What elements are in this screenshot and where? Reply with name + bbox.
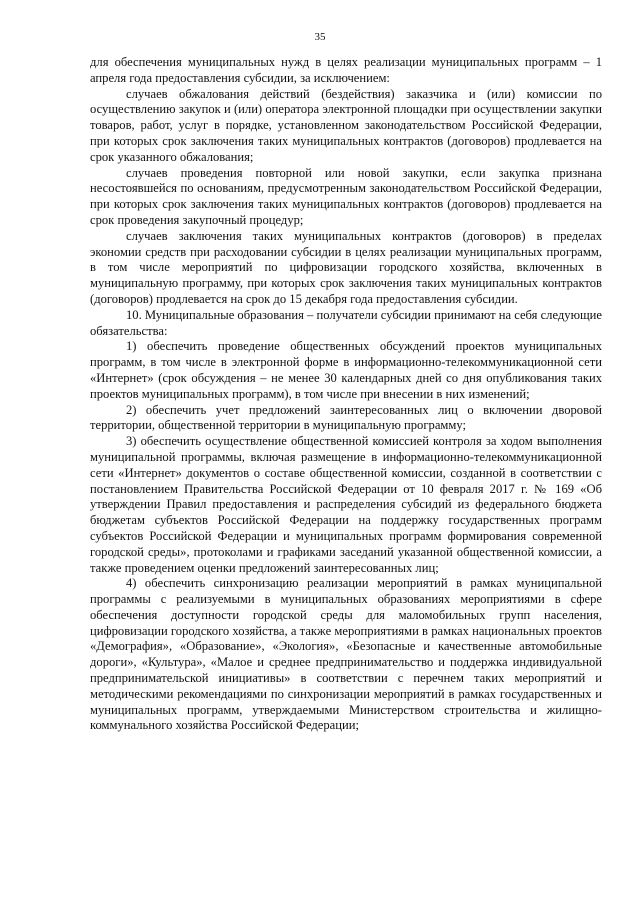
paragraph: 4) обеспечить синхронизацию реализации мероприятий в рамках муниципальной программы с реализуемыми в муниципальных образованиях мероприятиями в сфере обеспечения доступности городской среды для маломобильных групп населения, цифровизации городского хозяйства, а также мероприятиями в рамках национальных проектов «Демография», «Образование», «Экология», «Безопасные и качественные автомобильные дороги», «Культура», «Малое и среднее предпринимательство и поддержка индивидуальной предпринимательской инициативы» в соответствии с перечнем таких мероприятий и методическими рекомендациями по синхронизации мероприятий в рамках государственных и муниципальных программ, утверждаемыми Министерством строительства и жилищно-коммунального хозяйства Российской Федерации; [90, 576, 602, 733]
paragraph: 2) обеспечить учет предложений заинтересованных лиц о включении дворовой территории, общественной территории в муниципальную программу; [90, 402, 602, 433]
paragraph: случаев проведения повторной или новой закупки, если закупка признана несостоявшейся по основаниям, предусмотренным законодательством Российской Федерации, при которых срок заключения таких муниципальных контрактов (договоров) продлевается на срок проведения закупочный процедур; [90, 165, 602, 227]
paragraph: случаев обжалования действий (бездействия) заказчика и (или) комиссии по осуществлению закупок и (или) оператора электронной площадки при осуществлении закупки товаров, работ, услуг в порядке, установленном законодательством Российской Федерации, при которых срок заключения таких муниципальных контрактов (договоров) продлевается на срок указанного обжалования; [90, 86, 602, 164]
paragraph: 10. Муниципальные образования – получатели субсидии принимают на себя следующие обязательства: [90, 307, 603, 338]
paragraph: 1) обеспечить проведение общественных обсуждений проектов муниципальных программ, в том числе в электронной форме в информационно-телекоммуникационной сети «Интернет» (срок обсуждения – не менее 30 календарных дней со дня опубликования таких проектов муниципальных программ), в том числе при внесении в них изменений; [90, 339, 602, 401]
paragraph: 3) обеспечить осуществление общественной комиссией контроля за ходом выполнения муниципальной программы, включая размещение в информационно-телекоммуникационной сети «Интернет» документов о составе общественной комиссии, созданной в соответствии с постановлением Правительства Российской Федерации от 10 февраля 2017 г. № 169 «Об утверждении Правил предоставления и распределения субсидий из федерального бюджета бюджетам субъектов Российской Федерации на поддержку государственных программ субъектов Российской Федерации и муниципальных программ формирования современной городской среды», протоколами и графиками заседаний указанной общественной комиссии, а также проведением оценки предложений заинтересованных лиц; [90, 434, 602, 575]
paragraph: случаев заключения таких муниципальных контрактов (договоров) в пределах экономии средств при расходовании субсидии в целях реализации муниципальных программ, в том числе мероприятий по цифровизации городского хозяйства, включенных в муниципальную программу, при которых срок заключения таких муниципальных контрактов (договоров) продлевается на срок до 15 декабря года предоставления субсидии. [90, 228, 602, 306]
page-number: 35 [314, 31, 326, 43]
paragraph: для обеспечения муниципальных нужд в целях реализации муниципальных программ – 1 апреля года предоставления субсидии, за исключением: [90, 55, 602, 85]
document-body [90, 55, 602, 734]
